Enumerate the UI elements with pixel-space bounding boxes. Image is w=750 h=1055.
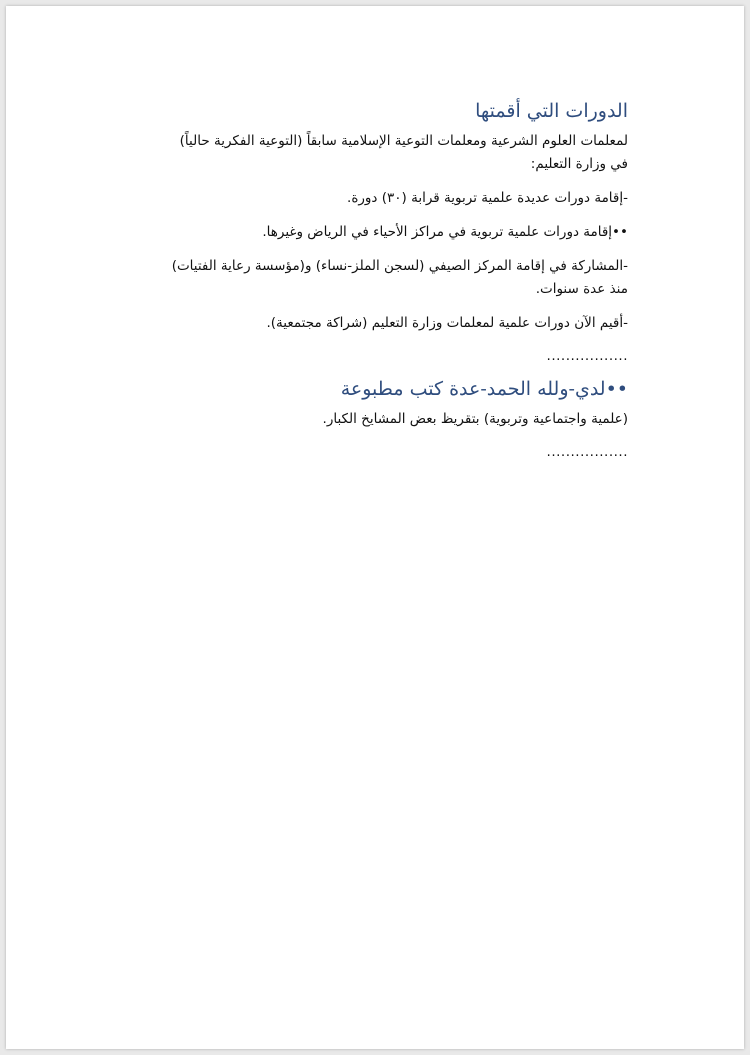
course-item: -إقامة دورات عديدة علمية تربوية قرابة (٣٠) دورة. bbox=[347, 190, 628, 206]
course-item: -أقيم الآن دورات علمية لمعلمات وزارة التعليم (شراكة مجتمعية). bbox=[266, 315, 628, 331]
course-item: ••إقامة دورات علمية تربوية في مراكز الأحياء في الرياض وغيرها. bbox=[262, 224, 628, 240]
course-item-continued: منذ عدة سنوات. bbox=[535, 281, 628, 297]
section-heading-books: ••لدي-ولله الحمد-عدة كتب مطبوعة bbox=[340, 378, 628, 400]
course-item: -المشاركة في إقامة المركز الصيفي (لسجن الملز-نساء) و(مؤسسة رعاية الفتيات) bbox=[171, 258, 628, 274]
intro-line: في وزارة التعليم: bbox=[530, 156, 628, 172]
dotted-separator: ................. bbox=[546, 444, 628, 460]
document-page bbox=[6, 6, 744, 1049]
intro-line: لمعلمات العلوم الشرعية ومعلمات التوعية الإسلامية سابقاً (التوعية الفكرية حالياً) bbox=[179, 133, 628, 149]
books-description: (علمية واجتماعية وتربوية) بتقريظ بعض المشايخ الكبار. bbox=[322, 411, 628, 427]
section-heading-courses: الدورات التي أقمتها bbox=[475, 100, 628, 122]
dotted-separator: ................. bbox=[546, 348, 628, 364]
document-content bbox=[108, 96, 628, 462]
